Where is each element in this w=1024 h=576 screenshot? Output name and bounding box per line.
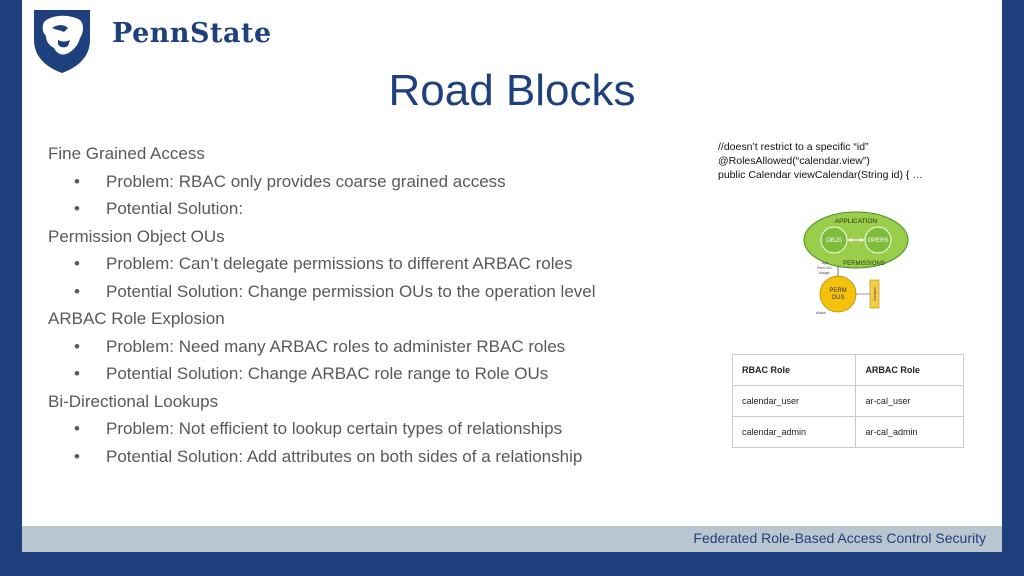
admin-label: Admin — [816, 311, 826, 315]
table-cell: calendar_admin — [733, 417, 856, 448]
bullet-text: Potential Solution: — [106, 199, 244, 218]
bullet-item — [48, 443, 668, 471]
code-snippet — [718, 140, 923, 182]
bullet-list — [48, 140, 668, 470]
bullet-heading: Bi-Directional Lookups — [48, 391, 219, 411]
bullet-item — [48, 415, 668, 443]
side-label-perm-ou: Perm-OU — [817, 266, 832, 270]
bullet-text: Problem: Not efficient to lookup certain types of relationships — [106, 419, 563, 438]
permissions-label: PERMISSIONS — [843, 261, 885, 267]
bullet-text: Problem: Can’t delegate permissions to different ARBAC roles — [106, 254, 573, 273]
role-mapping-table — [732, 354, 964, 448]
table-header-row — [733, 355, 964, 386]
bullet-item — [48, 168, 668, 196]
bullet-dot: • — [74, 446, 80, 466]
table-row — [733, 386, 964, 417]
opers-label: OPERS — [867, 238, 889, 244]
perm-label: PERM — [829, 288, 847, 294]
bullet-dot: • — [74, 419, 80, 438]
table-header-rbac: RBAC Role — [733, 355, 856, 386]
logo-wordmark: PennState — [112, 18, 272, 49]
bullet-text: Potential Solution: Change permission OUs to the operation level — [106, 281, 596, 301]
bullet-item — [48, 195, 668, 223]
perm-ous-circle — [820, 276, 856, 312]
bullet-text: Problem: RBAC only provides coarse grained access — [106, 171, 506, 191]
bullet-text: Potential Solution: Change ARBAC role range to Role OUs — [106, 364, 549, 383]
side-label-assign: Assign — [819, 271, 830, 275]
footer-text: Federated Role-Based Access Control Security — [693, 530, 986, 546]
table-cell: calendar_user — [733, 386, 856, 417]
table-cell: ar-cal_user — [856, 386, 964, 417]
code-signature-line: public Calendar viewCalendar(String id) { … — [718, 169, 923, 181]
side-label-app: App — [822, 261, 829, 265]
code-annotation-line: @RolesAllowed(“calendar.view”) — [718, 155, 870, 167]
bullet-item — [48, 278, 668, 306]
bullet-item — [48, 360, 668, 388]
bullet-text: Potential Solution: Add attributes on both sides of a relationship — [106, 446, 583, 466]
table-header-arbac: ARBAC Role — [856, 355, 964, 386]
footer-bar — [22, 526, 1002, 552]
bullet-text: Problem: Need many ARBAC roles to administer RBAC roles — [106, 336, 566, 356]
bullet-item — [48, 333, 668, 361]
bullet-dot: • — [74, 254, 80, 273]
slide-title: Road Blocks — [388, 66, 636, 115]
bullet-dot: • — [74, 199, 80, 218]
permission-diagram — [786, 210, 926, 318]
bullet-dot: • — [74, 364, 80, 383]
bullet-item — [48, 250, 668, 278]
ous-label: OUS — [831, 295, 845, 301]
objs-label: OBJS — [826, 238, 842, 244]
table-cell: ar-cal_admin — [856, 417, 964, 448]
bullet-dot: • — [74, 281, 80, 301]
bullet-heading: Fine Grained Access — [48, 144, 205, 163]
bullet-heading: Permission Object OUs — [48, 226, 225, 246]
nittany-lion-shield-icon — [30, 6, 94, 74]
contains-label: Contains — [873, 287, 877, 301]
slide — [22, 0, 1002, 550]
bullet-dot: • — [74, 171, 80, 191]
table-row — [733, 417, 964, 448]
application-label: APPLICATION — [834, 218, 878, 225]
bullet-heading: ARBAC Role Explosion — [48, 309, 225, 328]
bullet-dot: • — [74, 336, 80, 356]
code-comment-line: //doesn’t restrict to a specific “id” — [718, 141, 869, 153]
